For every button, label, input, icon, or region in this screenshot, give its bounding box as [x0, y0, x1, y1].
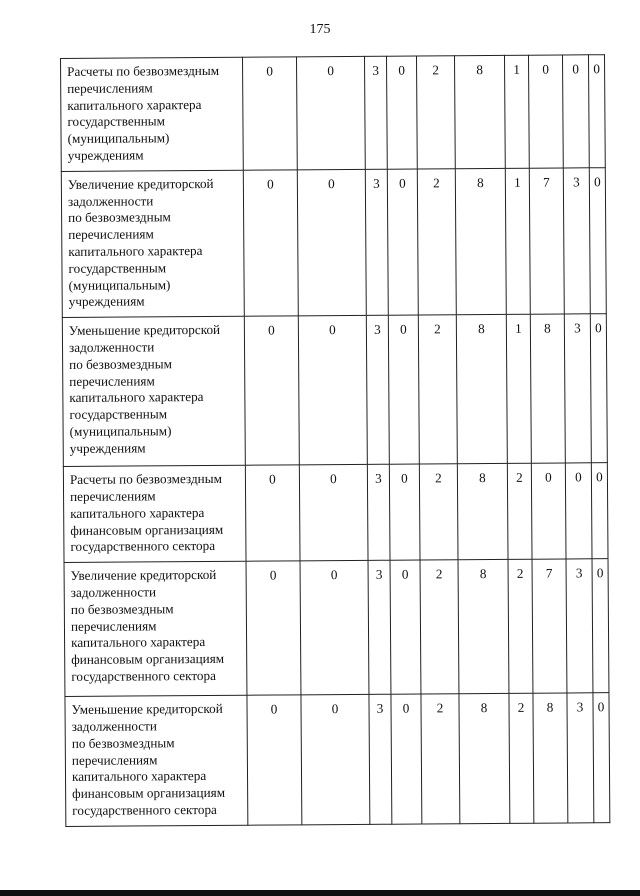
code-digit-cell: 8	[457, 464, 508, 560]
code-digit-cell: 0	[591, 463, 608, 559]
code-digit-cell: 8	[455, 168, 506, 315]
code-digit-cell: 8	[459, 694, 510, 824]
account-name-cell: Уменьшение кредиторской задолженности по безвозмездным перечислениям капитального характера финансовым организациям государственного сектора	[65, 695, 248, 826]
code-digit-cell: 0	[247, 695, 302, 825]
code-digit-cell: 3	[367, 464, 390, 560]
code-digit-cell: 0	[386, 56, 417, 169]
table-row	[64, 559, 609, 697]
code-digit-cell: 0	[299, 465, 368, 561]
code-digit-cell: 2	[419, 464, 458, 560]
code-digit-cell: 0	[388, 315, 419, 464]
code-digit-cell: 2	[418, 315, 457, 464]
code-digit-cell: 8	[458, 560, 509, 694]
code-digit-cell: 2	[421, 694, 460, 824]
account-name-cell: Расчеты по безвозмездным перечислениям капитального характера государственным (муниципальным) учреждениям	[61, 57, 244, 171]
code-digit-cell: 0	[242, 57, 297, 170]
code-digit-cell: 0	[243, 170, 298, 317]
code-digit-cell: 2	[416, 56, 455, 169]
code-digit-cell: 0	[590, 314, 607, 463]
code-digit-cell: 3	[563, 168, 590, 315]
code-digit-cell: 8	[530, 314, 565, 463]
code-digit-cell: 0	[387, 169, 418, 316]
code-digit-cell: 0	[592, 559, 609, 693]
code-digit-cell: 0	[301, 694, 370, 824]
code-digit-cell: 0	[245, 465, 300, 561]
code-digit-cell: 7	[529, 168, 564, 315]
code-digit-cell: 1	[506, 314, 531, 463]
code-digit-cell: 3	[567, 693, 594, 823]
code-digit-cell: 3	[366, 315, 389, 464]
table-row	[62, 314, 607, 467]
code-digit-cell: 0	[298, 316, 367, 465]
code-digit-cell: 2	[507, 463, 532, 559]
code-digit-cell: 0	[296, 56, 365, 169]
code-digit-cell: 0	[565, 463, 592, 559]
account-codes-table	[60, 54, 610, 827]
code-digit-cell: 8	[533, 693, 568, 823]
table-row	[65, 693, 610, 826]
code-digit-cell: 0	[246, 561, 301, 695]
code-digit-cell: 0	[390, 560, 421, 694]
code-digit-cell: 3	[365, 169, 388, 316]
account-name-cell: Расчеты по безвозмездным перечислениям капитального характера финансовым организациям государственного сектора	[63, 465, 246, 562]
code-digit-cell: 2	[509, 693, 534, 823]
code-digit-cell: 8	[454, 55, 505, 168]
account-name-cell: Увеличение кредиторской задолженности по безвозмездным перечислениям капитального характера государственным (муниципальным) учреждениям	[61, 170, 244, 318]
code-digit-cell: 1	[505, 168, 530, 315]
code-digit-cell: 0	[531, 463, 566, 559]
table-row	[61, 167, 606, 317]
code-digit-cell: 0	[300, 561, 369, 695]
code-digit-cell: 0	[297, 169, 366, 316]
code-digit-cell: 0	[593, 693, 610, 823]
code-digit-cell: 8	[456, 315, 507, 464]
code-digit-cell: 0	[389, 464, 420, 560]
account-name-cell: Уменьшение кредиторской задолженности по безвозмездным перечислениям капитального характера государственным (муниципальным) учреждениям	[62, 316, 245, 466]
code-digit-cell: 3	[564, 314, 591, 463]
code-digit-cell: 0	[528, 55, 563, 168]
code-digit-cell: 2	[508, 559, 533, 693]
code-digit-cell: 2	[417, 169, 456, 316]
code-digit-cell: 0	[391, 694, 422, 824]
code-digit-cell: 3	[368, 560, 391, 694]
code-digit-cell: 0	[244, 316, 299, 465]
scan-edge	[0, 890, 640, 896]
table-row	[63, 463, 608, 563]
account-name-cell: Увеличение кредиторской задолженности по безвозмездным перечислениям капитального характера финансовым организациям государственного сектора	[64, 561, 247, 696]
code-digit-cell: 1	[504, 55, 529, 168]
page-number: 175	[309, 22, 331, 37]
code-digit-cell: 0	[562, 55, 589, 168]
code-digit-cell: 0	[589, 167, 606, 313]
code-digit-cell: 7	[532, 559, 567, 693]
code-digit-cell: 3	[566, 559, 593, 693]
code-digit-cell: 3	[369, 694, 392, 824]
table-row	[61, 55, 606, 172]
code-digit-cell: 3	[364, 56, 387, 169]
code-digit-cell: 0	[588, 55, 605, 168]
code-digit-cell: 2	[420, 560, 459, 694]
